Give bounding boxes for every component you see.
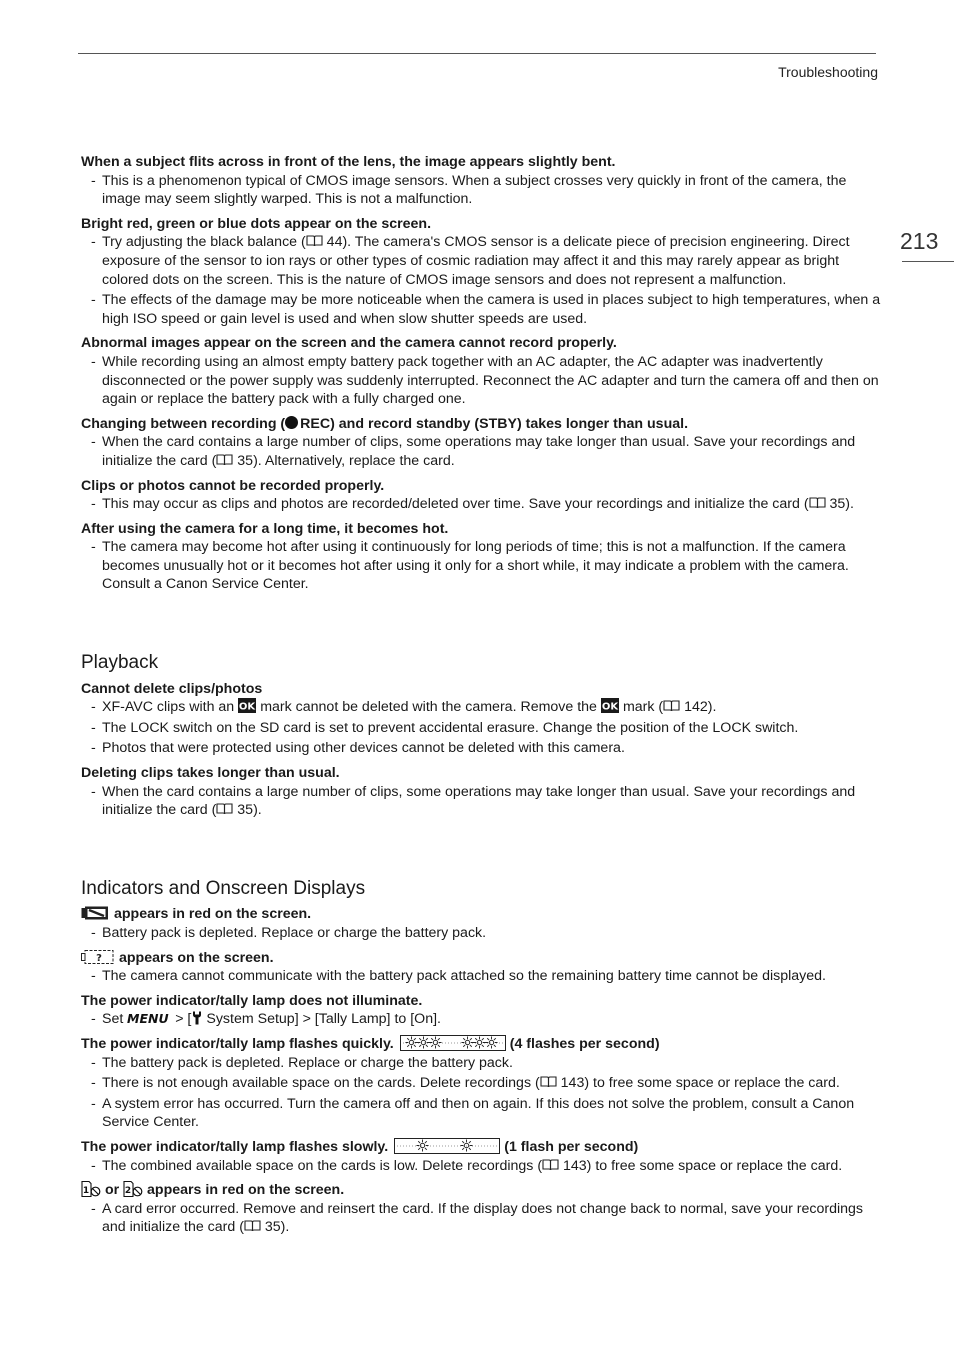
svg-text:1: 1 xyxy=(82,1186,90,1197)
issue-heading: Abnormal images appear on the screen and the camera cannot record properly. xyxy=(81,335,617,352)
card-slot-1-error-icon xyxy=(81,1181,101,1197)
issue-heading: After using the camera for a long time, it becomes hot. xyxy=(81,520,449,537)
svg-text:?: ? xyxy=(96,952,102,964)
book-reference-icon xyxy=(809,497,826,509)
issue-item xyxy=(81,233,881,289)
text: 35). Alternatively, replace the card. xyxy=(233,452,455,469)
text: When the card contains a large number of clips, some operations may take longer than usual. Save your recordings and initialize the card ( xyxy=(102,783,856,819)
issue-heading: When a subject flits across in front of the lens, the image appears slightly bent. xyxy=(81,154,616,170)
issue-heading: Deleting clips takes longer than usual. xyxy=(81,765,340,782)
issue-list xyxy=(81,233,881,328)
text: mark ( xyxy=(622,699,664,716)
issue-list xyxy=(81,967,881,986)
menu-word: MENU xyxy=(127,1011,169,1026)
text: The combined available space on the cards is low. Delete recordings ( xyxy=(102,1157,543,1174)
issue-list xyxy=(81,433,881,470)
text: System Setup] > [Tally Lamp] to [On]. xyxy=(206,1011,441,1028)
book-reference-icon xyxy=(306,235,323,247)
issue-item: - This is a phenomenon typical of CMOS image sensors. When a subject crosses very quickly in front of the camera, the image may seem slightly warped. This is not a malfunction. xyxy=(81,172,881,209)
issue-heading: Clips or photos cannot be recorded properly. xyxy=(81,477,385,494)
text: (1 flash per second) xyxy=(504,1138,639,1155)
slow-flash-icon xyxy=(394,1138,500,1154)
issue-heading xyxy=(81,949,881,968)
issue-list xyxy=(81,1200,881,1237)
text: Try adjusting the black balance ( xyxy=(102,234,306,251)
text: appears in red on the screen. xyxy=(143,1182,345,1199)
text: 35). xyxy=(233,802,262,819)
section-title-indicators: Indicators and Onscreen Displays xyxy=(81,877,366,899)
issue-item xyxy=(81,1157,881,1176)
battery-unknown-icon xyxy=(81,950,114,964)
text: REC) and record standby (STBY) takes longer than usual. xyxy=(300,415,689,432)
issue-item xyxy=(81,783,881,820)
battery-empty-icon xyxy=(81,906,109,920)
text: 142). xyxy=(680,699,717,716)
menu-button-icon xyxy=(127,1011,171,1025)
issue-item: - The effects of the damage may be more noticeable when the camera is used in places subject to high temperatures, when a high ISO speed or gain level is used and when slow shutter speeds are used. xyxy=(81,291,881,328)
text: Changing between recording ( xyxy=(81,415,286,432)
text: Set xyxy=(102,1011,124,1028)
page-content xyxy=(81,153,881,1243)
text: The power indicator/tally lamp flashes slowly. xyxy=(81,1138,389,1155)
section-title-playback: Playback xyxy=(81,652,159,674)
book-reference-icon xyxy=(663,700,680,712)
issue-heading xyxy=(81,905,881,924)
ok-mark-icon xyxy=(238,698,256,713)
issue-item: - The camera may become hot after using it continuously for long periods of time; this is not a malfunction. If the camera becomes unusually hot or it becomes hot after using it only for a short while, it may indicate a problem with the camera. Consult a Canon Service Center. xyxy=(81,538,881,594)
issue-heading xyxy=(81,1035,881,1054)
issue-item xyxy=(81,1074,881,1093)
text: 35). xyxy=(260,1219,290,1236)
text: or xyxy=(101,1182,124,1199)
card-slot-2-error-icon xyxy=(123,1181,143,1197)
text: This may occur as clips and photos are recorded/deleted over time. Save your recordings and initialize the card ( xyxy=(102,496,809,513)
record-dot-icon xyxy=(285,416,298,429)
issue-heading: The power indicator/tally lamp does not illuminate. xyxy=(81,992,423,1009)
issue-list xyxy=(81,353,881,409)
book-reference-icon xyxy=(216,803,233,815)
text: 143) to free some space or replace the card. xyxy=(556,1075,840,1092)
issue-list xyxy=(81,698,881,758)
issue-item xyxy=(81,433,881,470)
text: appears on the screen. xyxy=(119,949,274,966)
issue-heading: Cannot delete clips/photos xyxy=(81,680,263,697)
page-number-rule xyxy=(902,261,954,262)
issue-list xyxy=(81,172,881,209)
issue-item xyxy=(81,1200,881,1237)
issue-item xyxy=(81,495,881,514)
issue-list xyxy=(81,1054,881,1132)
text: A card error occurred. Remove and reinsert the card. If the display does not change back to normal, save your recordings and initialize the card ( xyxy=(102,1200,863,1236)
issue-item: - The battery pack is depleted. Replace or charge the battery pack. xyxy=(81,1054,881,1073)
text: 143) to free some space or replace the card. xyxy=(559,1157,843,1174)
text: mark cannot be deleted with the camera. Remove the xyxy=(260,699,597,716)
issue-heading xyxy=(81,1138,881,1157)
book-reference-icon xyxy=(216,454,233,466)
text: (4 flashes per second) xyxy=(509,1035,660,1052)
ok-mark-icon xyxy=(601,698,619,713)
book-reference-icon xyxy=(540,1076,557,1088)
running-head: Troubleshooting xyxy=(778,64,878,80)
issue-item: - While recording using an almost empty battery pack together with an AC adapter, the AC adapter was inadvertently disconnected or the power supply was suddenly interrupted. Reconnect the AC adapter and turn the camera off and then on again or replace the battery pack with a fully charged one. xyxy=(81,353,881,409)
issue-heading xyxy=(81,415,881,434)
book-reference-icon xyxy=(542,1159,559,1171)
svg-text:2: 2 xyxy=(124,1186,132,1197)
wrench-icon xyxy=(191,1011,203,1025)
issue-list xyxy=(81,538,881,594)
quick-flash-icon xyxy=(400,1035,506,1051)
top-rule xyxy=(78,53,876,54)
issue-list xyxy=(81,1010,881,1029)
issue-heading xyxy=(81,1181,881,1200)
text: 35). xyxy=(825,496,854,513)
text: XF-AVC clips with an xyxy=(102,699,235,716)
issue-list xyxy=(81,783,881,820)
text: The power indicator/tally lamp flashes quickly. xyxy=(81,1035,394,1052)
issue-heading: Bright red, green or blue dots appear on the screen. xyxy=(81,215,432,232)
issue-list xyxy=(81,495,881,514)
text: > [ xyxy=(171,1011,192,1028)
book-reference-icon xyxy=(244,1220,261,1232)
issue-item: - Photos that were protected using other devices cannot be deleted with this camera. xyxy=(81,739,881,758)
text: 44). The camera's CMOS sensor is a delicate piece of precision engineering. Direct exposure of the sensor to ion rays or other types of cosmic radiation may affect it and this may rarely appear as bright colored dots on the screen. This is the nature of CMOS image sensors and does not represent a malfunction. xyxy=(102,234,850,288)
issue-item xyxy=(81,1010,881,1029)
issue-item: - The LOCK switch on the SD card is set to prevent accidental erasure. Change the position of the LOCK switch. xyxy=(81,719,881,738)
page-number: 213 xyxy=(900,228,939,254)
issue-item: - A system error has occurred. Turn the camera off and then on again. If this does not solve the problem, consult a Canon Service Center. xyxy=(81,1095,881,1132)
issue-list xyxy=(81,1157,881,1176)
issue-list xyxy=(81,924,881,943)
issue-item: - Battery pack is depleted. Replace or charge the battery pack. xyxy=(81,924,881,943)
issue-item: - The camera cannot communicate with the battery pack attached so the remaining battery time cannot be displayed. xyxy=(81,967,881,986)
text: When the card contains a large number of clips, some operations may take longer than usual. Save your recordings and initialize the card ( xyxy=(102,434,856,469)
issue-item xyxy=(81,698,881,717)
text: appears in red on the screen. xyxy=(114,906,312,923)
text: There is not enough available space on the cards. Delete recordings ( xyxy=(102,1075,540,1092)
